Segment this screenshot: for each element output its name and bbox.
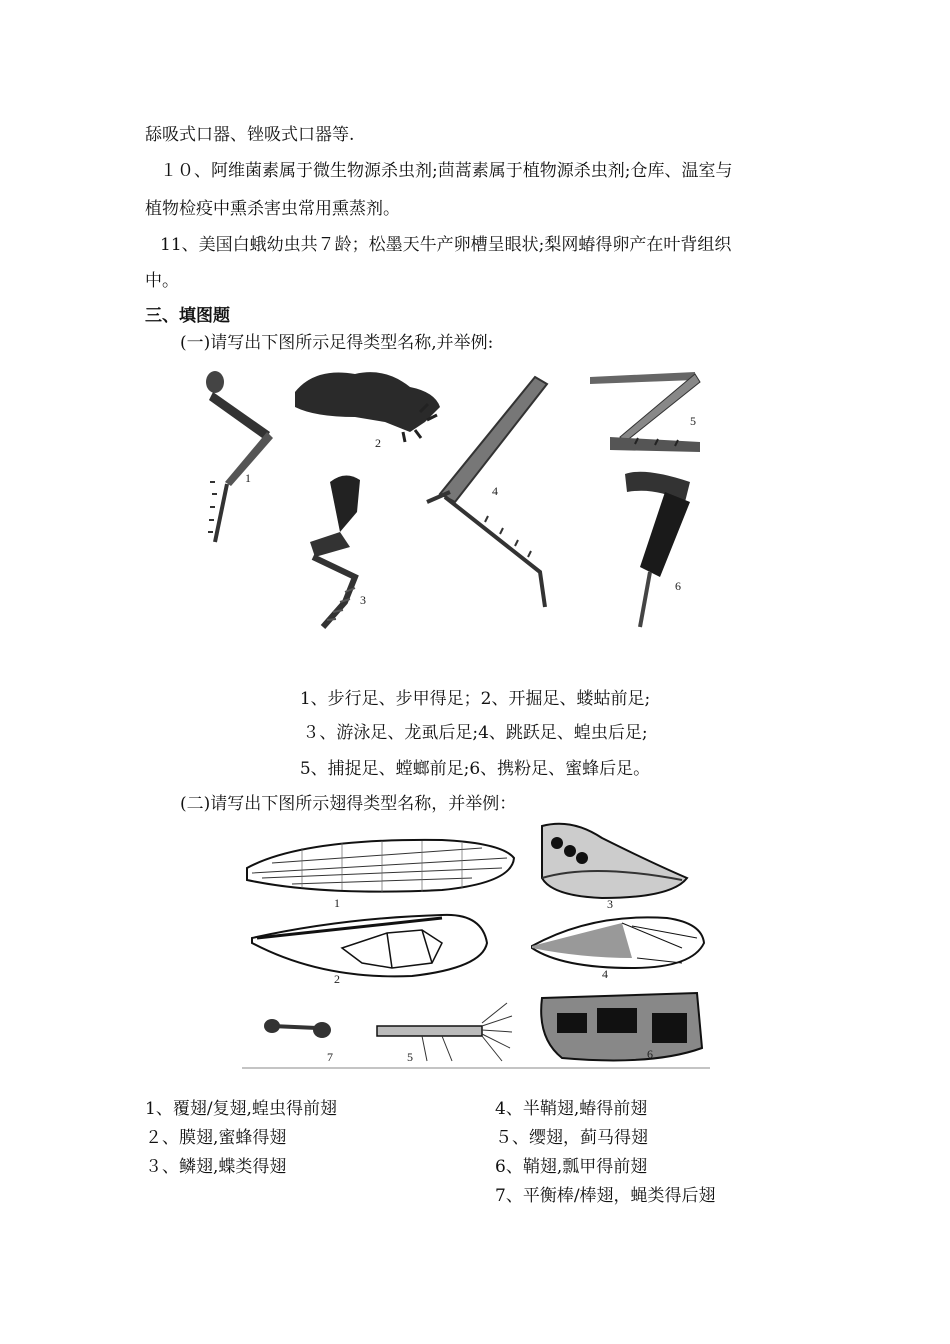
figure-label: 3 (607, 897, 613, 911)
figure-label: 1 (245, 471, 251, 485)
answer-line-wings-right: ５、缨翅，蓟马得翅 (495, 1128, 648, 1148)
figure-label: 4 (602, 967, 608, 981)
answer-line-wings-right: 4、半鞘翅,蝽得前翅 (495, 1099, 648, 1119)
wing-scaly-illustration (542, 824, 687, 898)
answer-line-wings-left: 1、覆翅/复翅,蝗虫得前翅 (145, 1099, 337, 1119)
wing-haltere-illustration (264, 1019, 331, 1038)
answer-line-wings-left: ２、膜翅,蜜蜂得翅 (145, 1128, 287, 1148)
answer-line-wings-right: 7、平衡棒/棒翅，蝇类得后翅 (495, 1186, 716, 1206)
paragraph-line: 植物检疫中熏杀害虫常用熏蒸剂。 (145, 199, 400, 219)
answer-line-wings-left: ３、鳞翅,蝶类得翅 (145, 1157, 287, 1177)
leg-jumping-illustration (427, 377, 547, 607)
figure-label: 6 (647, 1047, 653, 1061)
question-prompt-wings: (二)请写出下图所示翅得类型名称，并举例： (180, 794, 517, 814)
leg-grasping-illustration (590, 372, 700, 452)
paragraph-line: １０、阿维菌素属于微生物源杀虫剂;茴蒿素属于植物源杀虫剂;仓库、温室与 (160, 161, 733, 181)
leg-walking-illustration (206, 371, 273, 542)
figure-label: 3 (360, 593, 366, 607)
answer-line-legs: 1、步行足、步甲得足；2、开掘足、蝼蛄前足; (299, 689, 651, 709)
wing-fringed-illustration (377, 1003, 512, 1061)
leg-swimming-illustration (310, 475, 360, 627)
answer-line-wings-right: 6、鞘翅,瓢甲得前翅 (495, 1157, 648, 1177)
wing-hemelytron-illustration (532, 917, 704, 968)
figure-label: 2 (375, 436, 381, 450)
paragraph-line: 舔吸式口器、锉吸式口器等. (145, 125, 355, 145)
answer-line-legs: 5、捕捉足、螳螂前足;6、携粉足、蜜蜂后足。 (299, 759, 651, 779)
wing-tegmen-illustration (247, 840, 514, 892)
paragraph-line: 中。 (145, 271, 179, 291)
figure-label: 7 (327, 1050, 333, 1064)
figure-label: 1 (334, 896, 340, 910)
leg-pollen-carrying-illustration (625, 472, 690, 627)
figure-label: 4 (492, 484, 498, 498)
figure-label: 2 (334, 972, 340, 986)
figure-label: 6 (675, 579, 681, 593)
wing-elytron-illustration (541, 993, 702, 1060)
figure-label: 5 (407, 1050, 413, 1064)
section-title: 三、填图题 (145, 306, 230, 326)
figure-label: 5 (690, 414, 696, 428)
insect-wings-figure (242, 818, 710, 1070)
answer-line-legs: ３、游泳足、龙虱后足;4、跳跃足、蝗虫后足; (302, 723, 648, 743)
leg-digging-illustration (295, 372, 440, 442)
insect-legs-figure (195, 362, 755, 667)
question-prompt-legs: (一)请写出下图所示足得类型名称,并举例: (180, 333, 494, 353)
wing-membranous-illustration (252, 915, 487, 977)
paragraph-line: 11、美国白蛾幼虫共７龄；松墨天牛产卵槽呈眼状;梨网蝽得卵产在叶背组织 (160, 235, 732, 255)
